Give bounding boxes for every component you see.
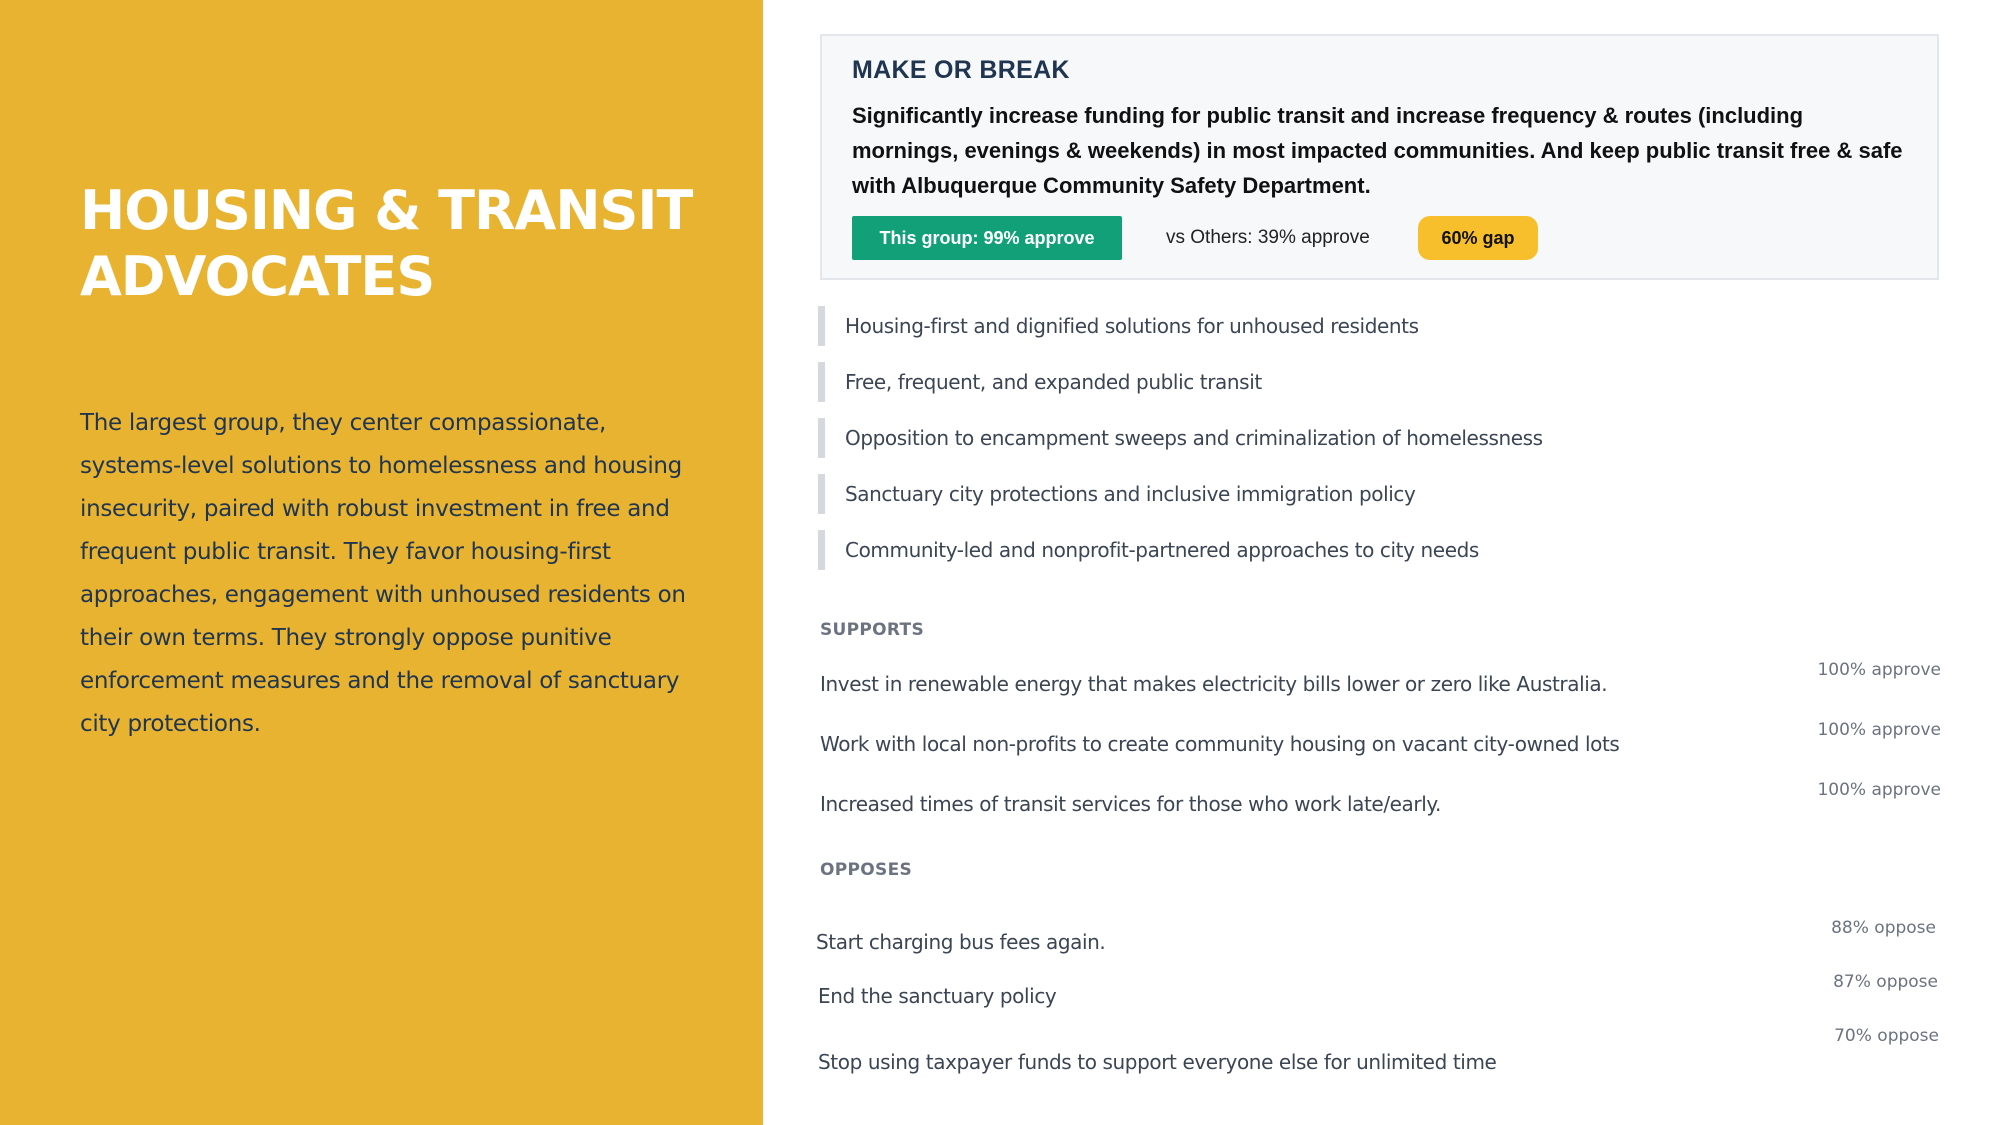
others-approval-text: vs Others: 39% approve: [1166, 227, 1370, 248]
opposes-label: OPPOSES: [820, 860, 913, 880]
group-title: HOUSING & TRANSIT ADVOCATES: [80, 179, 693, 308]
support-text: Increased times of transit services for those who work late/early.: [820, 792, 1441, 816]
priority-item: Opposition to encampment sweeps and criminalization of homelessness: [818, 418, 1918, 458]
make-or-break-heading: MAKE OR BREAK: [852, 56, 1070, 84]
oppose-row: [812, 918, 1936, 958]
oppose-text: Start charging bus fees again.: [816, 930, 1106, 954]
oppose-row: [814, 972, 1938, 1012]
support-text: Work with local non-profits to create community housing on vacant city-owned lots: [820, 732, 1620, 756]
oppose-row: [814, 1026, 1939, 1074]
gap-badge: 60% gap: [1418, 216, 1538, 260]
support-text: Invest in renewable energy that makes electricity bills lower or zero like Australia.: [820, 672, 1608, 696]
make-or-break-card: [820, 34, 1939, 280]
support-row: [816, 780, 1941, 820]
support-row: [816, 660, 1941, 700]
oppose-text: End the sanctuary policy: [818, 984, 1057, 1008]
priority-item: Free, frequent, and expanded public transit: [818, 362, 1918, 402]
make-or-break-statement: Significantly increase funding for public transit and increase frequency & routes (including mornings, evenings & weekends) in most impacted communities. And keep public transit free & safe with Albuquerque Community Safety Department.: [852, 103, 1903, 198]
priority-item: Sanctuary city protections and inclusive immigration policy: [818, 474, 1918, 514]
support-percentage: 100% approve: [1817, 780, 1941, 800]
support-percentage: 100% approve: [1817, 720, 1941, 740]
supports-label: SUPPORTS: [820, 620, 924, 640]
oppose-percentage: 88% oppose: [1831, 918, 1936, 938]
oppose-percentage: 70% oppose: [1834, 1026, 1939, 1046]
priority-list: [818, 306, 1918, 586]
priority-item: Community-led and nonprofit-partnered approaches to city needs: [818, 530, 1918, 570]
left-panel: [0, 0, 763, 1125]
oppose-percentage: 87% oppose: [1833, 972, 1938, 992]
support-row: [816, 720, 1941, 760]
priority-item: Housing-first and dignified solutions for unhoused residents: [818, 306, 1918, 346]
oppose-text: Stop using taxpayer funds to support everyone else for unlimited time: [818, 1050, 1497, 1074]
group-approval-badge: This group: 99% approve: [852, 216, 1122, 260]
support-percentage: 100% approve: [1817, 660, 1941, 680]
group-description: The largest group, they center compassionate, systems-level solutions to homelessness and housing insecurity, paired with robust investment in free and frequent public transit. They favor housing-first approaches, engagement with unhoused residents on their own terms. They strongly oppose punitive enforcement measures and the removal of sanctuary city protections.: [80, 410, 686, 737]
